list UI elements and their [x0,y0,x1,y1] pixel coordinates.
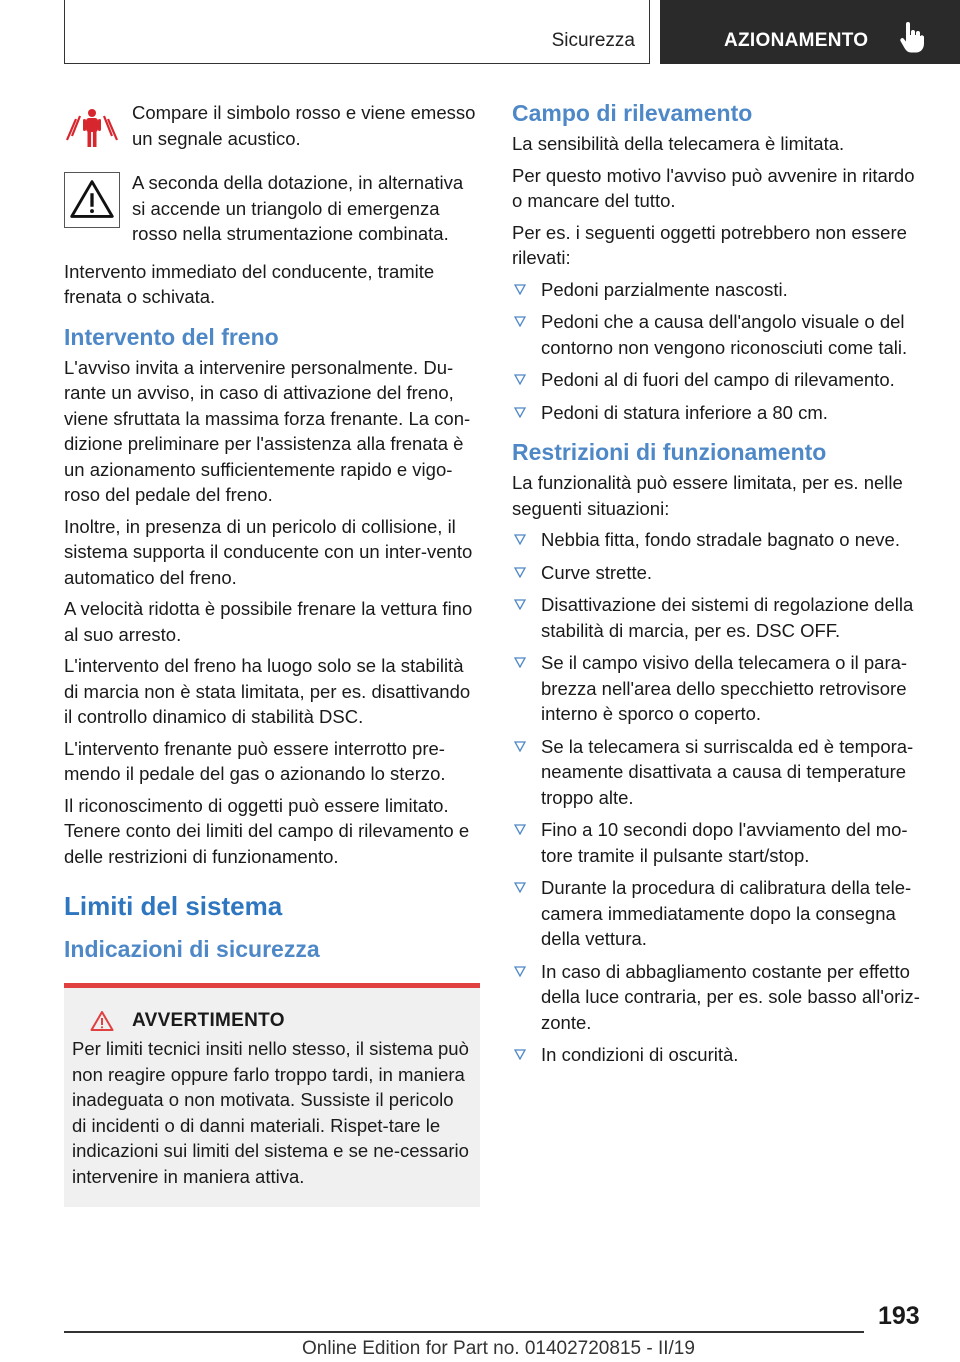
brake-paragraph: A velocità ridotta è possibile frenare la vettura fino al suo arresto. [64,598,473,645]
warning-title-row [72,1010,472,1032]
header-section-box [64,0,650,64]
restrict-paragraph: La funzionalità può essere limitata, per es. nelle seguenti situazioni: [512,472,903,519]
pedestrian-warning-icon [64,102,120,158]
header-chapter-tab [660,0,960,64]
heading-restrictions: Restrizioni di funzionamento [512,439,827,465]
triangle-bullet-icon [514,567,526,578]
page-number: 193 [878,1302,920,1330]
brake-paragraph: L'intervento frenante può essere interrotto pre‐mendo il pedale del gas o azionando lo sterzo. [64,737,446,784]
header-chapter-title: AZIONAMENTO [724,30,869,51]
list-item: Pedoni al di fuori del campo di rilevamento. [512,367,928,393]
heading-safety-notes: Indicazioni di sicurezza [64,936,320,962]
warning-text: Per limiti tecnici insiti nello stesso, il sistema può non reagire oppure farlo troppo tardi, in maniera inadeguata o non motivata. Sussiste il pericolo di incidenti o di danni materiali. Rispet‐tare le indicazioni sui limiti del sistema e se ne‐cessario intervenire in maniera attiva. [72,1038,469,1187]
field-paragraph: Per questo motivo l'avviso può avvenire in ritardo o mancare del tutto. [512,164,915,211]
list-item: Durante la procedura di calibratura della tele‐camera immediatamente dopo la consegna della vettura. [512,875,928,952]
warning-box [64,983,480,1207]
heading-system-limits: Limiti del sistema [64,891,283,921]
icon-row-triangle [64,170,480,247]
left-column [64,100,480,1207]
field-paragraph: La sensibilità della telecamera è limitata. [512,133,845,154]
list-item: In caso di abbagliamento costante per effetto della luce contraria, per es. sole basso all'oriz‐zonte. [512,959,928,1036]
triangle-bullet-icon [514,316,526,327]
brake-paragraph: Inoltre, in presenza di un pericolo di collisione, il sistema supporta il conducente con un inter‐vento automatico del freno. [64,515,473,588]
footer-divider [64,1331,864,1333]
list-item: Pedoni che a causa dell'angolo visuale o del contorno non vengono riconosciuti come tali. [512,309,928,360]
triangle-bullet-icon [514,1049,526,1060]
footer-edition: Online Edition for Part no. 01402720815 - II/19 [302,1338,695,1359]
list-item: Se la telecamera si surriscalda ed è tempora‐neamente disattivata a causa di temperature troppo alte. [512,734,928,811]
triangle-bullet-icon [514,741,526,752]
triangle-bullet-icon [514,824,526,835]
hand-pointer-icon [898,22,924,54]
triangle-bullet-icon [514,966,526,977]
triangle-bullet-icon [514,534,526,545]
icon-row-pedestrian-text: Compare il simbolo rosso e viene emesso un segnale acustico. [132,102,476,149]
heading-detection-field: Campo di rilevamento [512,100,753,126]
header-section-title: Sicurezza [551,30,635,51]
list-item: Nebbia fitta, fondo stradale bagnato o neve. [512,527,928,553]
list-item: Pedoni di statura inferiore a 80 cm. [512,400,928,426]
brake-paragraph: L'intervento del freno ha luogo solo se la stabilità di marcia non è stata limitata, per es. disattivando il controllo dinamico di stabilità DSC. [64,655,471,727]
list-item: Curve strette. [512,560,928,586]
triangle-bullet-icon [514,284,526,295]
field-list [512,277,928,426]
list-item: Pedoni parzialmente nascosti. [512,277,928,303]
list-item: Disattivazione dei sistemi di regolazione della stabilità di marcia, per es. DSC OFF. [512,592,928,643]
triangle-bullet-icon [514,599,526,610]
list-item: Se il campo visivo della telecamera o il para‐brezza nell'area dello specchietto retrovisore interno è sporco o coperto. [512,650,928,727]
brake-paragraph: L'avviso invita a intervenire personalmente. Du‐rante un avviso, in caso di attivazione del freno, viene sfruttata la massima forza frenante. La con‐dizione preliminare per l'assistenza alla frenata è un azionamento sufficientemente rapido e vigo‐roso del pedale del freno. [64,356,471,505]
restrict-list [512,527,928,1068]
warning-title: AVVERTIMENTO [132,1010,285,1031]
warning-triangle-icon [64,172,120,228]
brake-paragraph: Il riconoscimento di oggetti può essere limitato. Tenere conto dei limiti del campo di rilevamento e delle restrizioni di funzionamento. [64,794,470,867]
intervention-paragraph: Intervento immediato del conducente, tramite frenata o schivata. [64,260,435,307]
heading-brake-intervention: Intervento del freno [64,323,279,350]
field-paragraph: Per es. i seguenti oggetti potrebbero non essere rilevati: [512,221,907,268]
triangle-bullet-icon [514,407,526,418]
list-item: In condizioni di oscurità. [512,1042,928,1068]
triangle-bullet-icon [514,882,526,893]
icon-row-triangle-text: A seconda della dotazione, in alternativa si accende un triangolo di emergenza rosso nella strumentazione combinata. [132,172,464,244]
warning-triangle-small-icon [90,1010,114,1032]
triangle-bullet-icon [514,657,526,668]
icon-row-pedestrian [64,100,480,158]
right-column [512,100,928,1075]
triangle-bullet-icon [514,374,526,385]
list-item: Fino a 10 secondi dopo l'avviamento del mo‐tore tramite il pulsante start/stop. [512,817,928,868]
